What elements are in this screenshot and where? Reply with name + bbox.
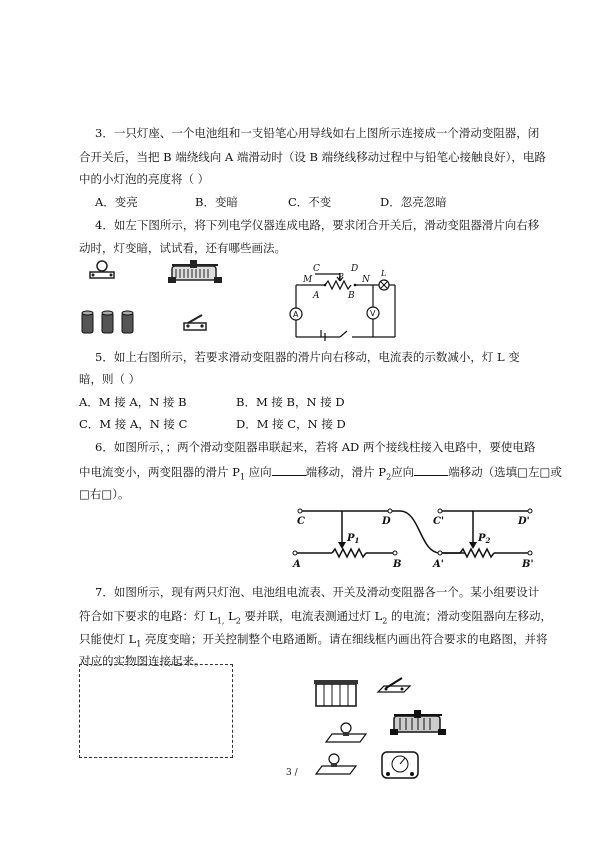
page-number: 3 / [286, 768, 298, 778]
q7-line4: 对应的实物图连接起来。 [79, 654, 206, 668]
q4-components-figure [80, 255, 230, 340]
q6-label-p1-sub: 1 [354, 536, 360, 545]
q4-label-p: P [338, 272, 344, 281]
q5-option-d: D．M 接 C，N 接 D [236, 417, 346, 431]
q6-blank-1 [272, 465, 306, 476]
q7-line2-a: 符合如下要求的电路：灯 L [79, 609, 217, 623]
battery-cells-image [82, 311, 133, 333]
q5-option-a: A．M 接 A，N 接 B [79, 395, 187, 409]
q4-label-d: D [351, 264, 359, 274]
q4-label-l: L [381, 269, 387, 278]
switch-image [378, 678, 410, 692]
q4-line1: 4．如左下图所示，将下列电学仪器连成电路，要求闭合开关后，滑动变阻器滑片向右移 [95, 218, 540, 232]
q3-line2: 合开关后，当把 B 端绕线向 A 端滑动时（设 B 端绕线移动过程中与铅笔心接触良好），电路 [79, 150, 546, 164]
lamp-holder-image [90, 261, 114, 278]
q3-line1: 3．一只灯座、一个电池组和一支铅笔心用导线如右上图所示连接成一个滑动变阻器，闭 [95, 126, 540, 140]
q5-line2: 暗，则（ ） [79, 372, 141, 386]
q3-option-c: C．不变 [288, 195, 332, 209]
q6-label-p1 [346, 533, 359, 545]
rheostat-image [168, 260, 222, 283]
q7-components-figure [300, 672, 460, 782]
q5-option-c: C．M 接 A，N 接 C [79, 417, 188, 431]
q7-line3 [79, 632, 548, 651]
q6-label-d: D [382, 516, 391, 527]
lamp-l1-image [326, 723, 366, 742]
q4-label-a: A [313, 291, 320, 301]
q6-line2-d: 应向 [391, 465, 415, 479]
voltmeter-label: V [370, 309, 376, 318]
q3-option-b: B．变暗 [195, 195, 238, 209]
q6-line1: 6．如图所示，；两个滑动变阻器串联起来，若将 AD 两个接线柱接入电路中，要使电路 [95, 440, 536, 454]
q6-label-p2 [477, 533, 491, 545]
q7-line2-sub3: 2 [382, 616, 388, 626]
q6-label-b: B [393, 559, 402, 570]
q6-label-p1-main: P [347, 533, 355, 544]
q3-option-d: D．忽亮忽暗 [380, 195, 447, 209]
q7-line2-sub1: 1, [216, 616, 225, 626]
lamp-l2-image [316, 754, 356, 774]
q6-label-b-prime: B' [522, 559, 534, 570]
q6-label-d-prime: D' [518, 516, 530, 527]
q6-label-a: A [293, 559, 301, 570]
q6-label-c-prime: C' [433, 516, 445, 527]
q7-line1: 7．如图所示，现有两只灯泡、电池组电流表、开关及滑动变阻器各一个。某小组要设计 [95, 585, 540, 599]
q6-line2-sub1: 1 [239, 472, 245, 482]
q6-line2-e: 端移动（选填□左□或 [448, 465, 562, 479]
battery-pack-image [314, 680, 358, 706]
q6-line2-a: 中电流变小，两变阻器的滑片 P [79, 465, 240, 479]
q7-line2-c: 要并联，电流表测通过灯 L [240, 609, 383, 623]
q4-label-b: B [348, 291, 355, 301]
q4-label-m: M [303, 275, 313, 285]
circuit-drawing-box[interactable] [79, 664, 233, 758]
q6-label-p2-sub: 2 [485, 536, 491, 545]
q6-line2 [79, 465, 562, 484]
q4-label-c: C [313, 264, 320, 274]
q6-rheostat-figure [290, 503, 550, 573]
ammeter-label: A [293, 310, 299, 319]
q7-line2-b: L [224, 609, 236, 623]
rheostat-image [390, 710, 446, 735]
q6-line2-sub2: 2 [386, 472, 392, 482]
q6-line3: □右□）。 [79, 487, 130, 501]
q7-line3-sub: 1 [136, 639, 142, 649]
q3-option-a: A．变亮 [95, 195, 138, 209]
q6-line2-b: 应向 [245, 465, 272, 479]
q4-circuit-diagram [285, 260, 405, 350]
q6-blank-2 [414, 465, 448, 476]
q7-line2 [79, 609, 552, 628]
q5-line1: 5．如上右图所示，若要求滑动变阻器的滑片向右移动，电流表的示数减小，灯 L 变 [95, 350, 520, 364]
q6-line2-c: 端移动，滑片 P [305, 465, 387, 479]
q7-line3-a: 只能使灯 L [79, 632, 137, 646]
q5-option-b: B．M 接 B，N 接 D [236, 395, 345, 409]
q7-line2-d: 的电流；滑动变阻器向左移动， [387, 609, 553, 623]
switch-image [184, 315, 206, 330]
q3-line3: 中的小灯泡的亮度将（ ） [79, 172, 210, 186]
q7-line3-b: 亮度变暗；开关控制整个电路通断。请在细线框内画出符合要求的电路图，并将 [141, 632, 548, 646]
q6-label-p2-main: P [478, 533, 486, 544]
ammeter-image [382, 752, 418, 778]
q7-line2-sub2: 2 [235, 616, 241, 626]
q4-line2: 动时，灯变暗，试试看，还有哪些画法。 [79, 241, 286, 255]
q4-label-n: N [362, 275, 370, 285]
q6-label-a-prime: A' [433, 559, 444, 570]
q6-label-c: C [297, 516, 305, 527]
